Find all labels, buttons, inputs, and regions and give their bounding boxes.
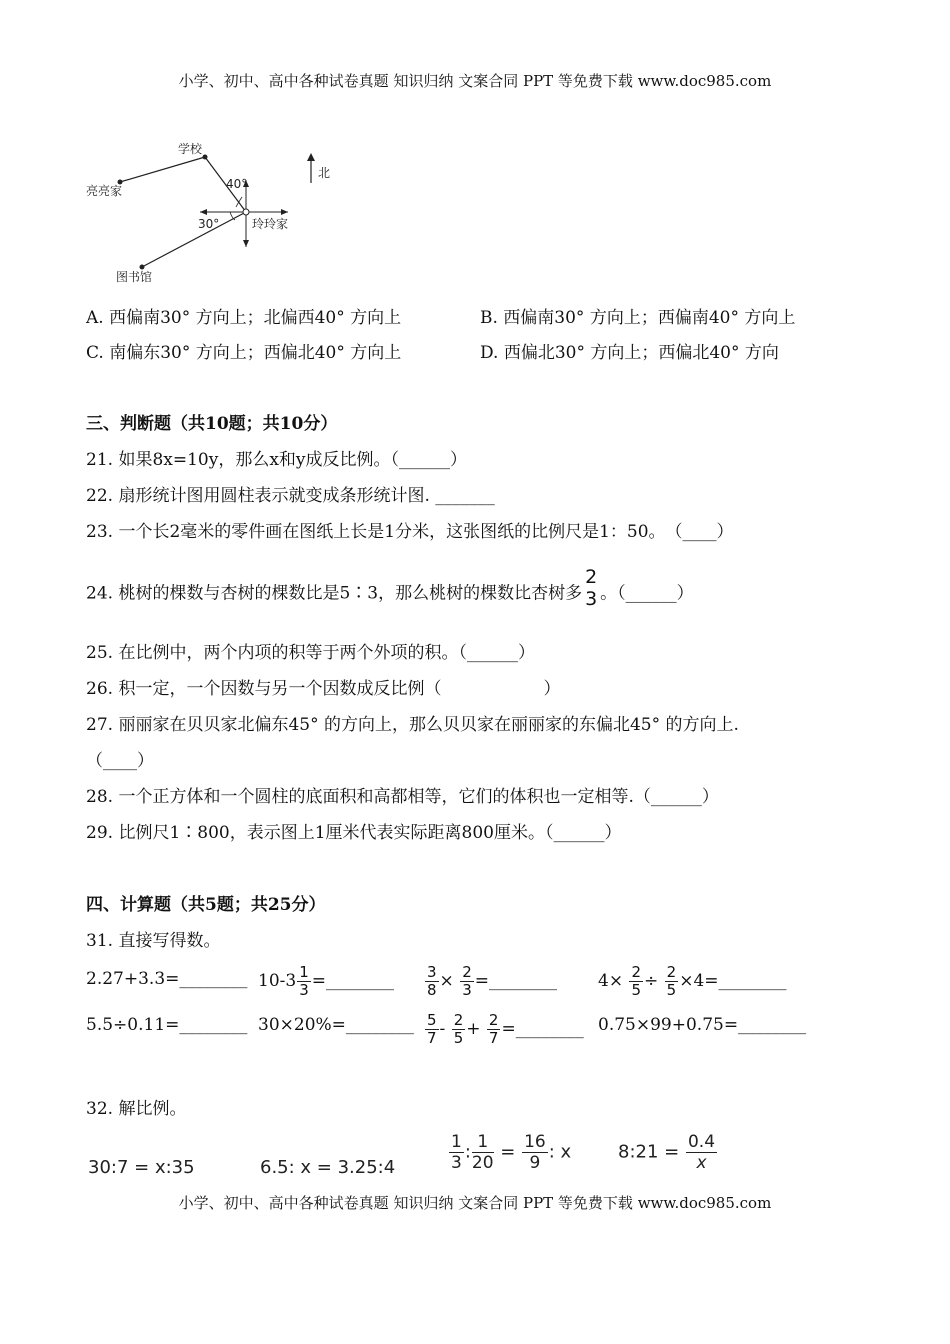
question-26: 26. 积一定，一个因数与另一个因数成反比例（ ） — [86, 679, 561, 699]
calc-4-numerator-1: 2 — [631, 963, 642, 981]
calc-7-numerator-1: 5 — [427, 1011, 437, 1029]
calc-7-numerator-3: 2 — [488, 1011, 499, 1029]
fraction-numerator: 2 — [585, 566, 598, 588]
calc-3-denominator-2: 3 — [462, 981, 472, 999]
north-label: 北 — [318, 166, 331, 180]
calc-4-fraction-2 — [665, 964, 679, 999]
calc-3-fraction-1 — [425, 964, 439, 999]
question-24 — [86, 566, 694, 616]
calc-7-operator-2: + — [466, 1019, 481, 1039]
fraction-two-thirds — [583, 566, 599, 610]
proportion-3-numerator-3: 16 — [524, 1132, 546, 1152]
calc-2-numerator: 1 — [299, 963, 309, 981]
question-31: 31. 直接写得数。 — [86, 931, 221, 951]
calc-7-fraction-1 — [425, 1012, 439, 1047]
question-27-blank: （____） — [86, 751, 154, 771]
calc-3-numerator-2: 2 — [462, 963, 472, 981]
calc-8: 0.75×99+0.75=________ — [598, 1015, 807, 1035]
calc-3 — [424, 964, 557, 999]
proportion-3: $\frac{1}{3}$ : $\frac{1}{20}$ = $\frac{16}{9}$ : x — [451, 1132, 572, 1173]
proportion-1: 30:7 = x:35 — [88, 1157, 195, 1178]
proportion-4 — [618, 1132, 718, 1173]
calc-3-operator: × — [439, 971, 454, 991]
question-32: 32. 解比例。 — [86, 1099, 187, 1119]
calc-7-numerator-2: 2 — [453, 1011, 464, 1029]
calc-7-fraction-3 — [487, 1012, 501, 1047]
page-footer: 小学、初中、高中各种试卷真题 知识归纳 文案合同 PPT 等免费下载 www.doc985.com — [178, 1194, 772, 1212]
calc-6: 30×20%=________ — [258, 1015, 414, 1035]
question-29: 29. 比例尺1∶800，表示图上1厘米代表实际距离800厘米。（______） — [86, 823, 622, 843]
calc-4-fraction-1 — [629, 964, 643, 999]
calc-4-operator: ÷ — [644, 971, 659, 991]
lingling-home-label: 玲玲家 — [252, 217, 289, 231]
option-c: C. 南偏东30° 方向上；西偏北40° 方向上 — [86, 343, 402, 363]
calc-4-suffix: ×4=________ — [679, 971, 787, 991]
question-25: 25. 在比例中，两个内项的积等于两个外项的积。（______） — [86, 643, 535, 663]
calc-2 — [258, 964, 394, 999]
proportion-3-numerator-1: 1 — [451, 1132, 462, 1152]
calc-7-denominator-3: 7 — [488, 1029, 499, 1047]
proportion-4-prefix: 8:21 = — [618, 1141, 680, 1163]
option-a: A. 西偏南30° 方向上；北偏西40° 方向上 — [86, 308, 402, 328]
calc-7-suffix: =________ — [501, 1019, 584, 1039]
question-24-text: 24. 桃树的棵数与杏树的棵数比是5∶3，那么桃树的棵数比杏树多 — [86, 583, 583, 604]
proportion-3-fraction-2 — [472, 1132, 494, 1173]
section3-title: 三、判断题（共10题；共10分） — [86, 414, 338, 434]
calc-4-prefix: 4× — [598, 971, 624, 991]
section4-title: 四、计算题（共5题；共25分） — [86, 895, 326, 915]
option-d: D. 西偏北30° 方向上；西偏北40° 方向 — [480, 343, 779, 363]
proportion-4-denominator: x — [696, 1153, 707, 1173]
angle-40-label: 40° — [226, 177, 248, 191]
calc-7-fraction-2 — [452, 1012, 466, 1047]
angle-30-label: 30° — [198, 217, 220, 231]
school-label: 学校 — [178, 142, 203, 156]
calc-3-numerator-1: 3 — [427, 963, 437, 981]
question-24-blank: 。（______） — [600, 583, 694, 604]
proportion-3-denominator-1: 3 — [451, 1153, 462, 1173]
calc-4 — [598, 964, 787, 999]
question-28: 28. 一个正方体和一个圆柱的底面积和高都相等，它们的体积也一定相等.（______） — [86, 787, 719, 807]
proportion-3-numerator-2: 1 — [472, 1132, 494, 1153]
library-label: 图书馆 — [116, 270, 153, 284]
proportion-3-fraction-3 — [522, 1132, 548, 1173]
calc-2-fraction — [297, 964, 311, 999]
question-23: 23. 一个长2毫米的零件画在图纸上长是1分米，这张图纸的比例尺是1：50。 （____） — [86, 522, 734, 542]
proportion-3-tail: : x — [548, 1141, 572, 1163]
fraction-denominator: 3 — [585, 588, 598, 610]
question-21: 21. 如果8x=10y，那么x和y成反比例。（______） — [86, 450, 468, 470]
calc-4-denominator-1: 5 — [631, 981, 642, 999]
calc-3-fraction-2 — [460, 964, 474, 999]
calc-4-denominator-2: 5 — [666, 981, 677, 999]
calc-7-denominator-2: 5 — [453, 1029, 464, 1047]
proportion-4-fraction — [686, 1132, 717, 1173]
calc-1: 2.27+3.3=________ — [86, 969, 248, 989]
page-header: 小学、初中、高中各种试卷真题 知识归纳 文案合同 PPT 等免费下载 www.doc985.com — [178, 72, 772, 90]
proportion-2: 6.5: x = 3.25:4 — [260, 1157, 396, 1178]
calc-3-suffix: =________ — [474, 971, 557, 991]
calc-3-denominator-1: 8 — [427, 981, 437, 999]
calc-4-numerator-2: 2 — [666, 963, 677, 981]
option-b: B. 西偏南30° 方向上；西偏南40° 方向上 — [480, 308, 796, 328]
liangliang-home-label: 亮亮家 — [86, 184, 123, 198]
calc-2-denominator: 3 — [299, 981, 309, 999]
proportion-3-denominator-3: 9 — [529, 1153, 541, 1173]
calc-7-denominator-1: 7 — [427, 1029, 437, 1047]
calc-2-suffix: =________ — [311, 971, 394, 991]
calc-7-operator-1: - — [439, 1019, 446, 1039]
calc-5: 5.5÷0.11=________ — [86, 1015, 248, 1035]
question-22: 22. 扇形统计图用圆柱表示就变成条形统计图. _______ — [86, 486, 495, 506]
proportion-3-denominator-2: 20 — [471, 1153, 494, 1173]
calc-7 — [424, 1012, 584, 1047]
direction-diagram — [80, 135, 340, 285]
calc-2-prefix: 10-3 — [258, 971, 297, 991]
question-27: 27. 丽丽家在贝贝家北偏东45° 的方向上，那么贝贝家在丽丽家的东偏北45° 的方向上. — [86, 715, 739, 735]
proportion-4-numerator: 0.4 — [687, 1132, 716, 1152]
proportion-3-fraction-1 — [449, 1132, 464, 1173]
